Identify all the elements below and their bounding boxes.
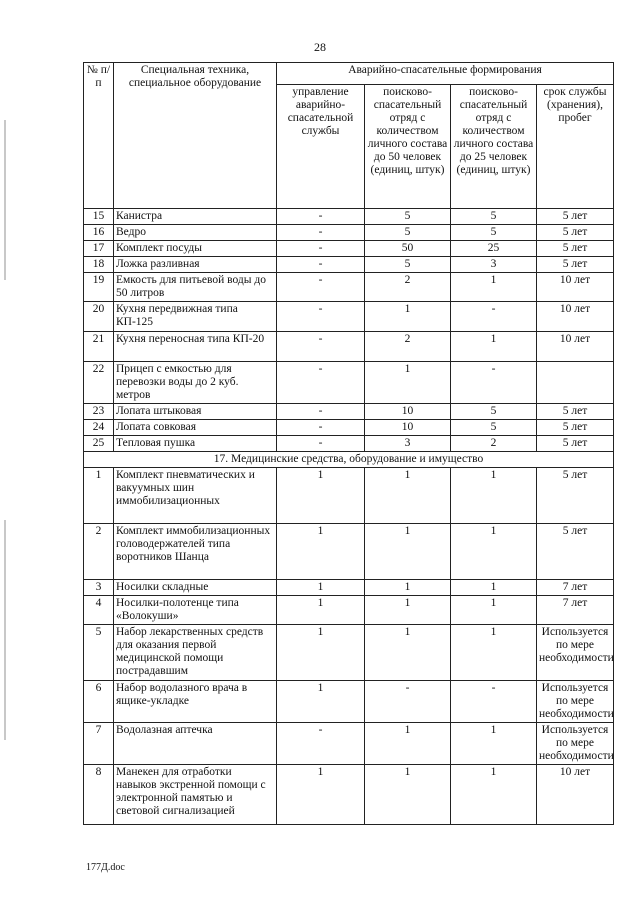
table-row xyxy=(84,332,614,362)
cell-name: Набор лекарственных средств для оказания первой медицинской помощи пострадавшим xyxy=(114,625,277,681)
cell-detachment-50: 5 xyxy=(365,209,451,225)
cell-number: 16 xyxy=(84,225,114,241)
table-row xyxy=(84,209,614,225)
cell-detachment-25: 5 xyxy=(451,225,537,241)
cell-detachment-50: 50 xyxy=(365,241,451,257)
table-row xyxy=(84,468,614,524)
cell-detachment-50: 1 xyxy=(365,580,451,596)
cell-detachment-25: 1 xyxy=(451,580,537,596)
header-equipment: Специальная техника, специальное оборудование xyxy=(114,63,277,209)
cell-service-life: 5 лет xyxy=(537,241,614,257)
cell-management: 1 xyxy=(277,765,365,825)
table-row xyxy=(84,257,614,273)
cell-service-life: 5 лет xyxy=(537,225,614,241)
cell-number: 6 xyxy=(84,681,114,723)
cell-number: 17 xyxy=(84,241,114,257)
cell-number: 19 xyxy=(84,273,114,302)
cell-detachment-50: 1 xyxy=(365,302,451,332)
cell-detachment-25: 1 xyxy=(451,723,537,765)
cell-detachment-25: 1 xyxy=(451,765,537,825)
cell-service-life: Используется по мере необходимости xyxy=(537,681,614,723)
cell-detachment-50: 1 xyxy=(365,625,451,681)
cell-service-life: 5 лет xyxy=(537,420,614,436)
table-row xyxy=(84,436,614,452)
cell-detachment-50: 10 xyxy=(365,404,451,420)
cell-detachment-50: 2 xyxy=(365,332,451,362)
cell-number: 24 xyxy=(84,420,114,436)
cell-name: Лопата штыковая xyxy=(114,404,277,420)
cell-detachment-25: 1 xyxy=(451,273,537,302)
cell-detachment-50: 1 xyxy=(365,723,451,765)
cell-management: - xyxy=(277,404,365,420)
table-row xyxy=(84,273,614,302)
cell-detachment-25: 1 xyxy=(451,332,537,362)
cell-number: 20 xyxy=(84,302,114,332)
cell-detachment-25: 1 xyxy=(451,524,537,580)
table-row xyxy=(84,681,614,723)
cell-name: Канистра xyxy=(114,209,277,225)
cell-number: 15 xyxy=(84,209,114,225)
cell-management: - xyxy=(277,241,365,257)
table-header xyxy=(84,63,614,209)
cell-name: Прицеп с емкостью для перевозки воды до 2 куб. метров xyxy=(114,362,277,404)
cell-management: - xyxy=(277,436,365,452)
cell-name: Манекен для отработки навыков экстренной помощи с электронной памятью и световой сигнализацией xyxy=(114,765,277,825)
cell-detachment-50: 1 xyxy=(365,362,451,404)
cell-name: Лопата совковая xyxy=(114,420,277,436)
cell-management: 1 xyxy=(277,524,365,580)
cell-detachment-50: 2 xyxy=(365,273,451,302)
cell-service-life: 10 лет xyxy=(537,332,614,362)
cell-name: Носилки-полотенце типа «Волокуши» xyxy=(114,596,277,625)
cell-number: 22 xyxy=(84,362,114,404)
cell-detachment-25: 3 xyxy=(451,257,537,273)
cell-service-life: 7 лет xyxy=(537,580,614,596)
cell-management: 1 xyxy=(277,681,365,723)
cell-detachment-25: 5 xyxy=(451,209,537,225)
cell-detachment-25: 2 xyxy=(451,436,537,452)
cell-name: Ведро xyxy=(114,225,277,241)
header-num: № п/п xyxy=(84,63,114,209)
cell-service-life: Используется по мере необходимости xyxy=(537,625,614,681)
section-header xyxy=(84,452,614,468)
cell-service-life: 5 лет xyxy=(537,404,614,420)
cell-management: - xyxy=(277,362,365,404)
cell-detachment-50: 1 xyxy=(365,468,451,524)
table-body-a xyxy=(84,209,614,452)
cell-service-life: 5 лет xyxy=(537,257,614,273)
cell-number: 1 xyxy=(84,468,114,524)
cell-name: Набор водолазного врача в ящике-укладке xyxy=(114,681,277,723)
cell-number: 8 xyxy=(84,765,114,825)
cell-management: - xyxy=(277,273,365,302)
cell-management: 1 xyxy=(277,580,365,596)
cell-number: 7 xyxy=(84,723,114,765)
cell-management: 1 xyxy=(277,596,365,625)
cell-number: 5 xyxy=(84,625,114,681)
cell-detachment-50: 1 xyxy=(365,524,451,580)
cell-management: - xyxy=(277,332,365,362)
cell-service-life: 5 лет xyxy=(537,436,614,452)
cell-name: Комплект пневматических и вакуумных шин иммобилизационных xyxy=(114,468,277,524)
cell-detachment-25: 1 xyxy=(451,596,537,625)
table-row xyxy=(84,404,614,420)
header-col-detachment-50: поисково-спасательный отряд с количеством личного состава до 50 человек (единиц, штук) xyxy=(365,85,451,209)
header-group: Аварийно-спасательные формирования xyxy=(277,63,614,85)
cell-management: 1 xyxy=(277,468,365,524)
cell-detachment-50: 1 xyxy=(365,765,451,825)
cell-management: 1 xyxy=(277,625,365,681)
cell-management: - xyxy=(277,257,365,273)
cell-name: Носилки складные xyxy=(114,580,277,596)
cell-detachment-25: 1 xyxy=(451,625,537,681)
cell-name: Водолазная аптечка xyxy=(114,723,277,765)
cell-name: Емкость для питьевой воды до 50 литров xyxy=(114,273,277,302)
cell-detachment-50: 1 xyxy=(365,596,451,625)
cell-name: Кухня передвижная типа КП-125 xyxy=(114,302,277,332)
cell-number: 3 xyxy=(84,580,114,596)
cell-number: 25 xyxy=(84,436,114,452)
cell-service-life xyxy=(537,362,614,404)
equipment-table xyxy=(83,62,614,825)
header-col-management: управление аварийно-спасательной службы xyxy=(277,85,365,209)
scan-margin-mark xyxy=(4,520,6,740)
table-row xyxy=(84,524,614,580)
cell-detachment-50: - xyxy=(365,681,451,723)
table-row xyxy=(84,580,614,596)
section-title: 17. Медицинские средства, оборудование и имущество xyxy=(84,452,614,468)
cell-detachment-25: - xyxy=(451,302,537,332)
table-row xyxy=(84,302,614,332)
cell-service-life: 10 лет xyxy=(537,273,614,302)
header-col-detachment-25: поисково-спасательный отряд с количеством личного состава до 25 человек (единиц, штук) xyxy=(451,85,537,209)
cell-detachment-25: 1 xyxy=(451,468,537,524)
cell-detachment-25: 5 xyxy=(451,404,537,420)
cell-service-life: 5 лет xyxy=(537,524,614,580)
cell-number: 18 xyxy=(84,257,114,273)
cell-service-life: 5 лет xyxy=(537,468,614,524)
cell-name: Ложка разливная xyxy=(114,257,277,273)
cell-detachment-50: 10 xyxy=(365,420,451,436)
table-row xyxy=(84,723,614,765)
scan-margin-mark xyxy=(4,120,6,280)
table-row xyxy=(84,420,614,436)
cell-service-life: 7 лет xyxy=(537,596,614,625)
page-number: 28 xyxy=(314,40,326,54)
cell-name: Комплект посуды xyxy=(114,241,277,257)
cell-management: - xyxy=(277,723,365,765)
cell-detachment-25: 25 xyxy=(451,241,537,257)
cell-detachment-50: 3 xyxy=(365,436,451,452)
cell-name: Тепловая пушка xyxy=(114,436,277,452)
cell-name: Кухня переносная типа КП-20 xyxy=(114,332,277,362)
cell-number: 21 xyxy=(84,332,114,362)
table-row xyxy=(84,225,614,241)
cell-number: 23 xyxy=(84,404,114,420)
cell-detachment-50: 5 xyxy=(365,225,451,241)
cell-detachment-25: - xyxy=(451,362,537,404)
cell-number: 2 xyxy=(84,524,114,580)
table-row xyxy=(84,362,614,404)
table-row xyxy=(84,241,614,257)
cell-management: - xyxy=(277,209,365,225)
table-row xyxy=(84,596,614,625)
cell-service-life: 10 лет xyxy=(537,302,614,332)
footer-filename: 177Д.doc xyxy=(86,862,125,873)
table-body-b xyxy=(84,468,614,825)
cell-service-life: 10 лет xyxy=(537,765,614,825)
cell-service-life: 5 лет xyxy=(537,209,614,225)
cell-detachment-25: - xyxy=(451,681,537,723)
cell-management: - xyxy=(277,302,365,332)
cell-detachment-50: 5 xyxy=(365,257,451,273)
table-row xyxy=(84,625,614,681)
cell-detachment-25: 5 xyxy=(451,420,537,436)
cell-management: - xyxy=(277,420,365,436)
cell-service-life: Используется по мере необходимости xyxy=(537,723,614,765)
cell-number: 4 xyxy=(84,596,114,625)
table-row xyxy=(84,765,614,825)
cell-name: Комплект иммобилизационных головодержателей типа воротников Шанца xyxy=(114,524,277,580)
header-col-service-life: срок службы (хранения), пробег xyxy=(537,85,614,209)
cell-management: - xyxy=(277,225,365,241)
